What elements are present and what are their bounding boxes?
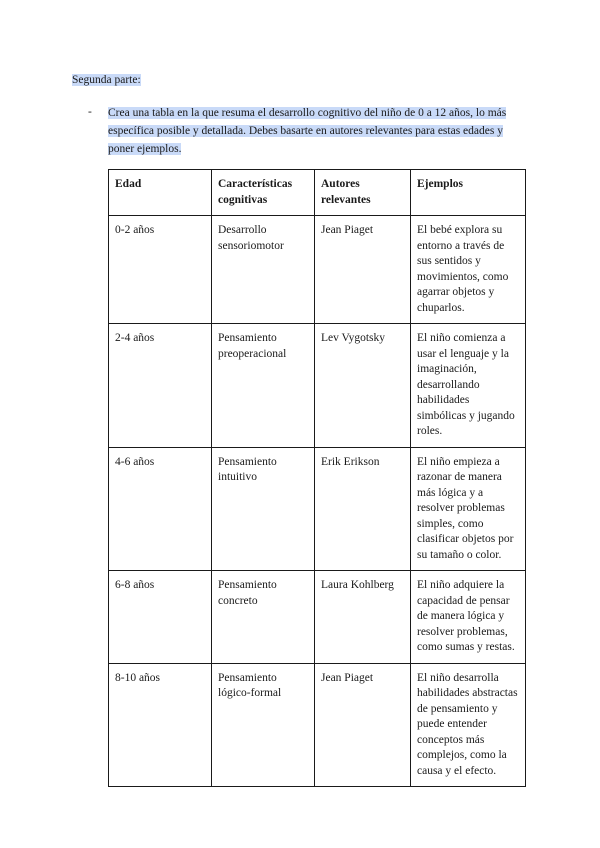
- cell-autor: Laura Kohlberg: [315, 571, 411, 664]
- cell-edad: 2-4 años: [109, 324, 212, 448]
- cell-autor: Jean Piaget: [315, 663, 411, 787]
- cell-edad: 6-8 años: [109, 571, 212, 664]
- cell-ejemplo: El niño desarrolla habilidades abstractas de pensamiento y puede entender conceptos más complejos, como la causa y el efecto.: [411, 663, 526, 787]
- bullet-dash: -: [88, 106, 92, 118]
- instruction-text: Crea una tabla en la que resuma el desarrollo cognitivo del niño de 0 a 12 años, lo más específica posible y detallada. Debes basarte en autores relevantes para estas edades y poner ejemplos.: [108, 107, 507, 155]
- table-row: [109, 324, 526, 448]
- cell-ejemplo: El niño empieza a razonar de manera más lógica y a resolver problemas simples, como clasificar objetos por su tamaño o color.: [411, 447, 526, 571]
- table-row: [109, 447, 526, 571]
- table-row: [109, 571, 526, 664]
- header-edad: Edad: [109, 170, 212, 216]
- cognitive-development-table: [108, 169, 526, 787]
- cell-edad: 4-6 años: [109, 447, 212, 571]
- cell-autor: Erik Erikson: [315, 447, 411, 571]
- instruction-text-block: [108, 104, 523, 158]
- cell-edad: 0-2 años: [109, 216, 212, 324]
- cell-ejemplo: El niño comienza a usar el lenguaje y la imaginación, desarrollando habilidades simbólicas y jugando roles.: [411, 324, 526, 448]
- section-title-text: Segunda parte:: [72, 74, 141, 86]
- cell-caracteristicas: Pensamiento preoperacional: [212, 324, 315, 448]
- cell-autor: Jean Piaget: [315, 216, 411, 324]
- section-title: [72, 72, 141, 88]
- header-ejemplos: Ejemplos: [411, 170, 526, 216]
- cell-autor: Lev Vygotsky: [315, 324, 411, 448]
- table-row: [109, 663, 526, 787]
- table-header-row: [109, 170, 526, 216]
- cell-ejemplo: El niño adquiere la capacidad de pensar de manera lógica y resolver problemas, como sumas y restas.: [411, 571, 526, 664]
- header-autores: Autores relevantes: [315, 170, 411, 216]
- cell-ejemplo: El bebé explora su entorno a través de sus sentidos y movimientos, como agarrar objetos y chuparlos.: [411, 216, 526, 324]
- cell-caracteristicas: Desarrollo sensoriomotor: [212, 216, 315, 324]
- table-row: [109, 216, 526, 324]
- cell-caracteristicas: Pensamiento intuitivo: [212, 447, 315, 571]
- header-caracteristicas: Características cognitivas: [212, 170, 315, 216]
- cell-caracteristicas: Pensamiento concreto: [212, 571, 315, 664]
- cell-edad: 8-10 años: [109, 663, 212, 787]
- cell-caracteristicas: Pensamiento lógico-formal: [212, 663, 315, 787]
